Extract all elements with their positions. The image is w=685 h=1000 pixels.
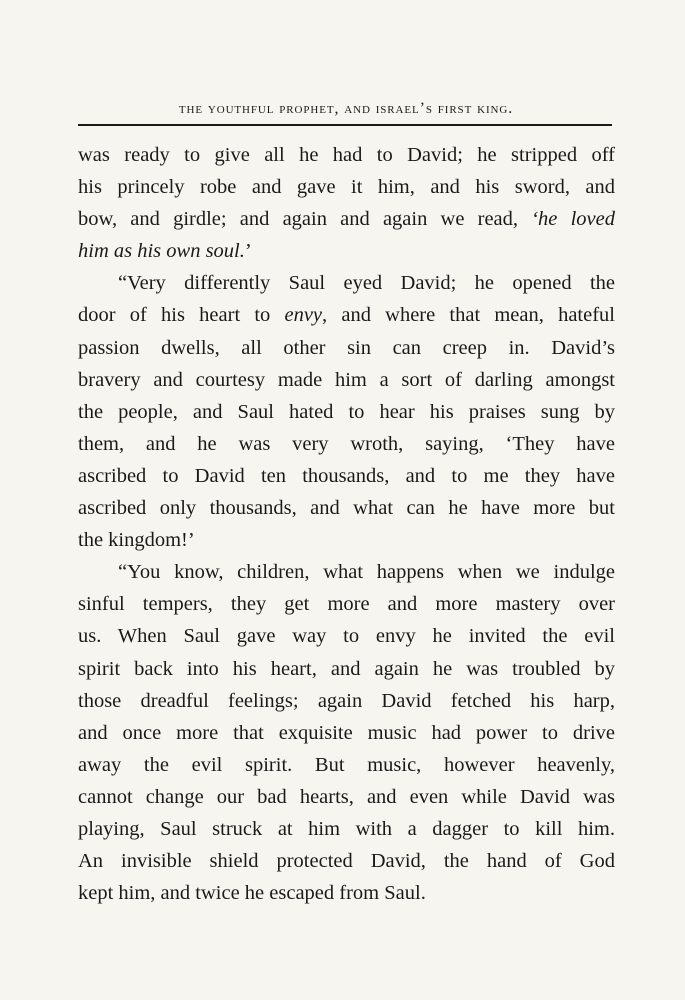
paragraph	[78, 139, 615, 267]
text-line: ascribed only thousands, and what can he have more but	[78, 497, 615, 520]
text-line: them, and he was very wroth, saying, ‘They have	[78, 432, 615, 455]
running-head: the youthful prophet, and israel’s first king.	[178, 100, 514, 117]
italic-quote: ‘he loved	[531, 208, 615, 231]
text-line: “Very differently Saul eyed David; he opened the	[118, 272, 615, 295]
text-line: his princely robe and gave it him, and his sword, and	[78, 176, 615, 199]
text-line: spirit back into his heart, and again he was troubled by	[78, 657, 615, 680]
text-line: sinful tempers, they get more and more mastery over	[78, 593, 615, 616]
text-line: was ready to give all he had to David; he stripped off	[78, 144, 615, 166]
text-line: and once more that exquisite music had power to drive	[78, 721, 615, 744]
text-line: the kingdom!’	[78, 529, 195, 552]
text-line: kept him, and twice he escaped from Saul.	[78, 882, 426, 905]
text-run: , and where that mean, hateful	[322, 304, 615, 327]
text-line: An invisible shield protected David, the hand of God	[78, 850, 615, 873]
text-line: those dreadful feelings; again David fetched his harp,	[78, 689, 615, 712]
paragraph	[78, 267, 615, 556]
text-line: the people, and Saul hated to hear his praises sung by	[78, 400, 615, 423]
italic-quote: him as his own soul.	[78, 240, 245, 263]
text-run: door of his heart to	[78, 304, 285, 327]
body-text	[78, 139, 615, 909]
text-line: ascribed to David ten thousands, and to me they have	[78, 464, 615, 487]
italic-word: envy	[284, 304, 323, 327]
text-run: bow, and girdle; and again and again we read,	[78, 208, 532, 231]
text-line	[78, 235, 615, 267]
text-run: ’	[244, 240, 252, 263]
text-line	[78, 299, 615, 331]
header-rule	[78, 124, 612, 126]
paragraph	[78, 556, 615, 909]
text-line: bravery and courtesy made him a sort of darling amongst	[78, 368, 615, 391]
text-line	[78, 203, 615, 235]
text-line: away the evil spirit. But music, however heavenly,	[78, 753, 615, 776]
text-line: “You know, children, what happens when we indulge	[118, 561, 615, 584]
text-line: playing, Saul struck at him with a dagger to kill him.	[78, 817, 615, 840]
text-line: cannot change our bad hearts, and even while David was	[78, 785, 615, 808]
text-line: passion dwells, all other sin can creep in. David’s	[78, 336, 615, 359]
text-line: us. When Saul gave way to envy he invited the evil	[78, 625, 615, 648]
